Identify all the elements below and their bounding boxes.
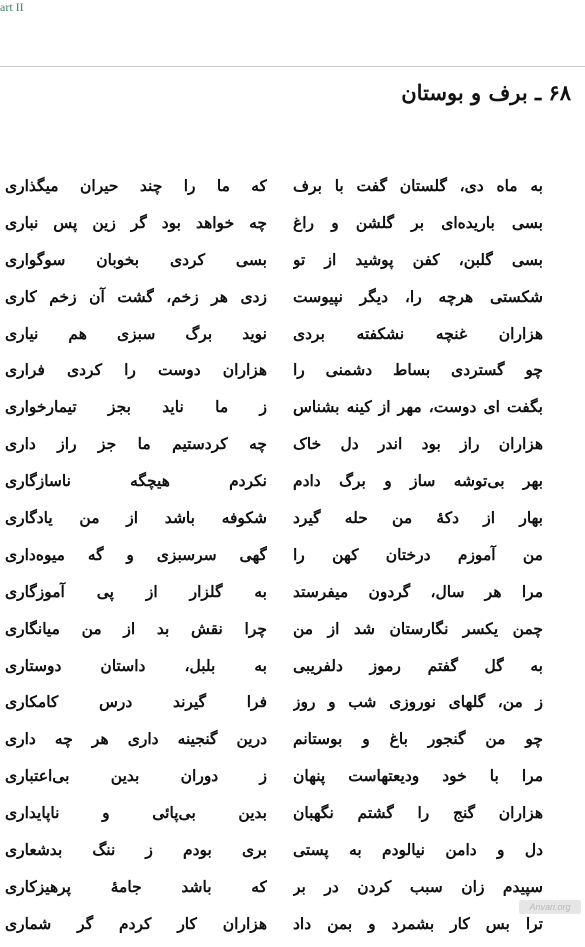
verse-line: چرا نقش بد از من میانگاری [5, 618, 267, 638]
verse-line: هزاران کار کردم گر شماری [5, 913, 267, 933]
poem-column-right [293, 172, 543, 947]
verse-line: نکردم هیچگه ناسازگاری [5, 471, 267, 491]
verse-line: چه کردستیم ما جز راز داری [5, 434, 267, 454]
poem-title: ۶۸ ـ برف و بوستان [401, 80, 571, 105]
verse-line: به بلبل، داستان دوستاری [5, 655, 267, 675]
verse-line: که باشد جامهٔ پرهیزکاری [5, 876, 267, 896]
verse-line: ز من، گلهای نوروزی شب و روز [293, 692, 543, 712]
verse-line: من آموزم درختان کهن را [293, 544, 543, 564]
verse-line: چو گستردی بساط دشمنی را [293, 360, 543, 380]
verse-line: هزاران گنج را گشتم نگهبان [293, 803, 543, 823]
verse-line: چه خواهد بود گر زین پس نباری [5, 212, 267, 232]
verse-line: بسی گلبن، کفن پوشید از تو [293, 249, 543, 269]
verse-line: مرا هر سال، گردون میفرستد [293, 581, 543, 601]
verse-line: شکستی هرچه را، دیگر نپیوست [293, 286, 543, 306]
verse-line: مرا با خود ودیعتهاست پنهان [293, 766, 543, 786]
verse-line: سپیدم زان سبب کردن در بر [293, 876, 543, 896]
verse-line: بگفت ای دوست، مهر از کینه بشناس [293, 397, 543, 417]
verse-line: زدی هر زخم، گشت آن زخم کاری [5, 286, 267, 306]
verse-line: بهر بی‌توشه ساز و برگ دادم [293, 471, 543, 491]
verse-line: فرا گیرند درس کامکاری [5, 692, 267, 712]
verse-line: چمن یکسر نگارستان شد از من [293, 618, 543, 638]
verse-line: بسی کردی بخوبان سوگواری [5, 249, 267, 269]
verse-line: ز دوران بدین بی‌اعتباری [5, 766, 267, 786]
verse-line: به ماه دی، گلستان گفت با برف [293, 176, 543, 195]
verse-line: به گلزار از پی آموزگاری [5, 581, 267, 601]
verse-line: شکوفه باشد از من یادگاری [5, 508, 267, 528]
verse-line: بسی باریده‌ای بر گلشن و راغ [293, 212, 543, 232]
verse-line: هزاران راز بود اندر دل خاک [293, 434, 543, 454]
verse-line: بدین بی‌پائی و ناپایداری [5, 803, 267, 823]
verse-line: گهی سرسبزی و گه میوه‌داری [5, 544, 267, 564]
verse-line: ترا بس کار بشمرد و بمن داد [293, 913, 543, 933]
verse-line: به گل گفتم رموز دلفریبی [293, 655, 543, 675]
header-divider [0, 66, 585, 67]
verse-line: نوید برگ سبزی هم نیاری [5, 323, 267, 343]
verse-line: هزاران غنچه نشکفته بردی [293, 323, 543, 343]
verse-line: ز ما ناید بجز تیمارخواری [5, 397, 267, 417]
verse-line: که ما را چند حیران میگذاری [5, 176, 267, 195]
verse-line: هزاران دوست را کردی فراری [5, 360, 267, 380]
verse-line: دل و دامن نیالودم به پستی [293, 840, 543, 860]
verse-line: بری بودم ز ننگ بدشعاری [5, 840, 267, 860]
corner-label: art II [0, 0, 24, 14]
verse-line: درین گنجینه داری هر چه داری [5, 729, 267, 749]
verse-line: بهار از دکهٔ من حله گیرد [293, 508, 543, 528]
verse-line: چو من گنجور باغ و بوستانم [293, 729, 543, 749]
watermark-logo: Anvari.org [519, 900, 581, 914]
poem-column-left [5, 172, 267, 947]
